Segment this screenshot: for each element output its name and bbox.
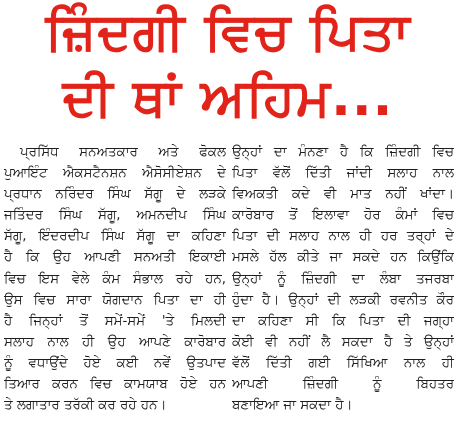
article-line: ਕਾਰੋਬਾਰ ਤੋਂ ਇਲਾਵਾ ਹੋਰ ਕੰਮਾਂ ਵਿਚ [232, 208, 454, 224]
article-left-column [4, 142, 226, 416]
article-line: ਆਪਣੀ ਜ਼ਿੰਦਗੀ ਨੂੰ ਬਿਹਤਰ [232, 377, 454, 393]
article-line: ਜਤਿੰਦਰ ਸਿੰਘ ਸੱਗੂ, ਅਮਨਦੀਪ ਸਿੰਘ [4, 208, 226, 224]
headline-line-2: ਦੀ ਥਾਂ ਅਹਿਮ... [62, 68, 394, 128]
article-line: ਪ੍ਰਸਿੱਧ ਸਨਅਤਕਾਰ ਅਤੇ ਫੋਕਲ [20, 145, 226, 160]
article-line: ਵਿਚ ਇਸ ਵੇਲੇ ਕੰਮ ਸੰਭਾਲ ਰਹੇ ਹਨ, [4, 271, 226, 287]
article-line: ਉਸ ਵਿਚ ਸਾਰਾ ਯੋਗਦਾਨ ਪਿਤਾ ਦਾ ਹੀ [4, 292, 226, 308]
article-body [0, 142, 456, 442]
article-line: ਹੁੰਦਾ ਹੈ। ਉਨ੍ਹਾਂ ਦੀ ਲੜਕੀ ਰਵਨੀਤ ਕੌਰ [232, 292, 454, 308]
article-line: ਹੈ ਜਿਨ੍ਹਾਂ ਤੋਂ ਸਮੇਂ-ਸਮੇਂ 'ਤੇ ਮਿਲਦੀ [4, 313, 226, 329]
article-line: ਮਸਲੇ ਹੱਲ ਕੀਤੇ ਜਾ ਸਕਦੇ ਹਨ ਕਿਉਂਕਿ [232, 250, 454, 266]
article-line: ਸਲਾਹ ਨਾਲ ਹੀ ਉਹ ਆਪਣੇ ਕਾਰੋਬਾਰ [4, 334, 226, 350]
article-line: ਹੈ ਕਿ ਉਹ ਆਪਣੀ ਸਨਅਤੀ ਇਕਾਈ [4, 250, 226, 266]
article-line: ਸੱਗੂ, ਇੰਦਰਦੀਪ ਸਿੰਘ ਸੱਗੂ ਦਾ ਕਹਿਣਾ [4, 229, 226, 245]
article-line: ਪਿਤਾ ਦੀ ਸਲਾਹ ਨਾਲ ਹੀ ਹਰ ਤਰ੍ਹਾਂ ਦੇ [232, 229, 454, 245]
article-line: ਨੂੰ ਵਧਾਉਂਦੇ ਹੋਏ ਕਈ ਨਵੇਂ ਉਤਪਾਦ [4, 355, 226, 371]
article-line: ਤੇ ਲਗਾਤਾਰ ਤਰੱਕੀ ਕਰ ਰਹੇ ਹਨ। [4, 398, 167, 414]
article-line: ਬਣਾਇਆ ਜਾ ਸਕਦਾ ਹੈ। [232, 398, 353, 414]
article-line: ਉਨ੍ਹਾਂ ਦਾ ਮੰਨਣਾ ਹੈ ਕਿ ਜ਼ਿੰਦਗੀ ਵਿਚ [232, 145, 454, 160]
article-line: ਪਿਤਾ ਵੱਲੋਂ ਦਿੱਤੀ ਜਾਂਦੀ ਸਲਾਹ ਨਾਲ [232, 166, 454, 182]
article-line: ਵਿਅਕਤੀ ਕਦੇ ਵੀ ਮਾਤ ਨਹੀਂ ਖਾਂਦਾ। [232, 187, 454, 203]
article-line: ਤਿਆਰ ਕਰਨ ਵਿਚ ਕਾਮਯਾਬ ਹੋਏ ਹਨ [4, 377, 226, 393]
article-line: ਉਨ੍ਹਾਂ ਨੂੰ ਜ਼ਿੰਦਗੀ ਦਾ ਲੰਬਾ ਤਜਰਬਾ [232, 271, 454, 287]
article-right-column [232, 142, 454, 416]
headline-line-1: ਜ਼ਿੰਦਗੀ ਵਿਚ ਪਿਤਾ [45, 2, 411, 62]
article-line: ਵੱਲੋਂ ਦਿੱਤੀ ਗਈ ਸਿੱਖਿਆ ਨਾਲ ਹੀ [232, 355, 454, 371]
article-line: ਕੋਈ ਵੀ ਨਹੀਂ ਲੈ ਸਕਦਾ ਹੈ ਤੇ ਉਨ੍ਹਾਂ [232, 334, 454, 350]
article-line: ਦਾ ਕਹਿਣਾ ਸੀ ਕਿ ਪਿਤਾ ਦੀ ਜਗ੍ਹਾ [232, 313, 454, 329]
article-line: ਪ੍ਰਧਾਨ ਨਰਿੰਦਰ ਸਿੰਘ ਸੱਗੂ ਦੇ ਲੜਕੇ [4, 187, 226, 203]
article-line: ਪੁਆਇੰਟ ਐਕਸਟੈਨਸ਼ਨ ਐਸੋਸੀਏਸ਼ਨ ਦੇ [4, 166, 226, 182]
